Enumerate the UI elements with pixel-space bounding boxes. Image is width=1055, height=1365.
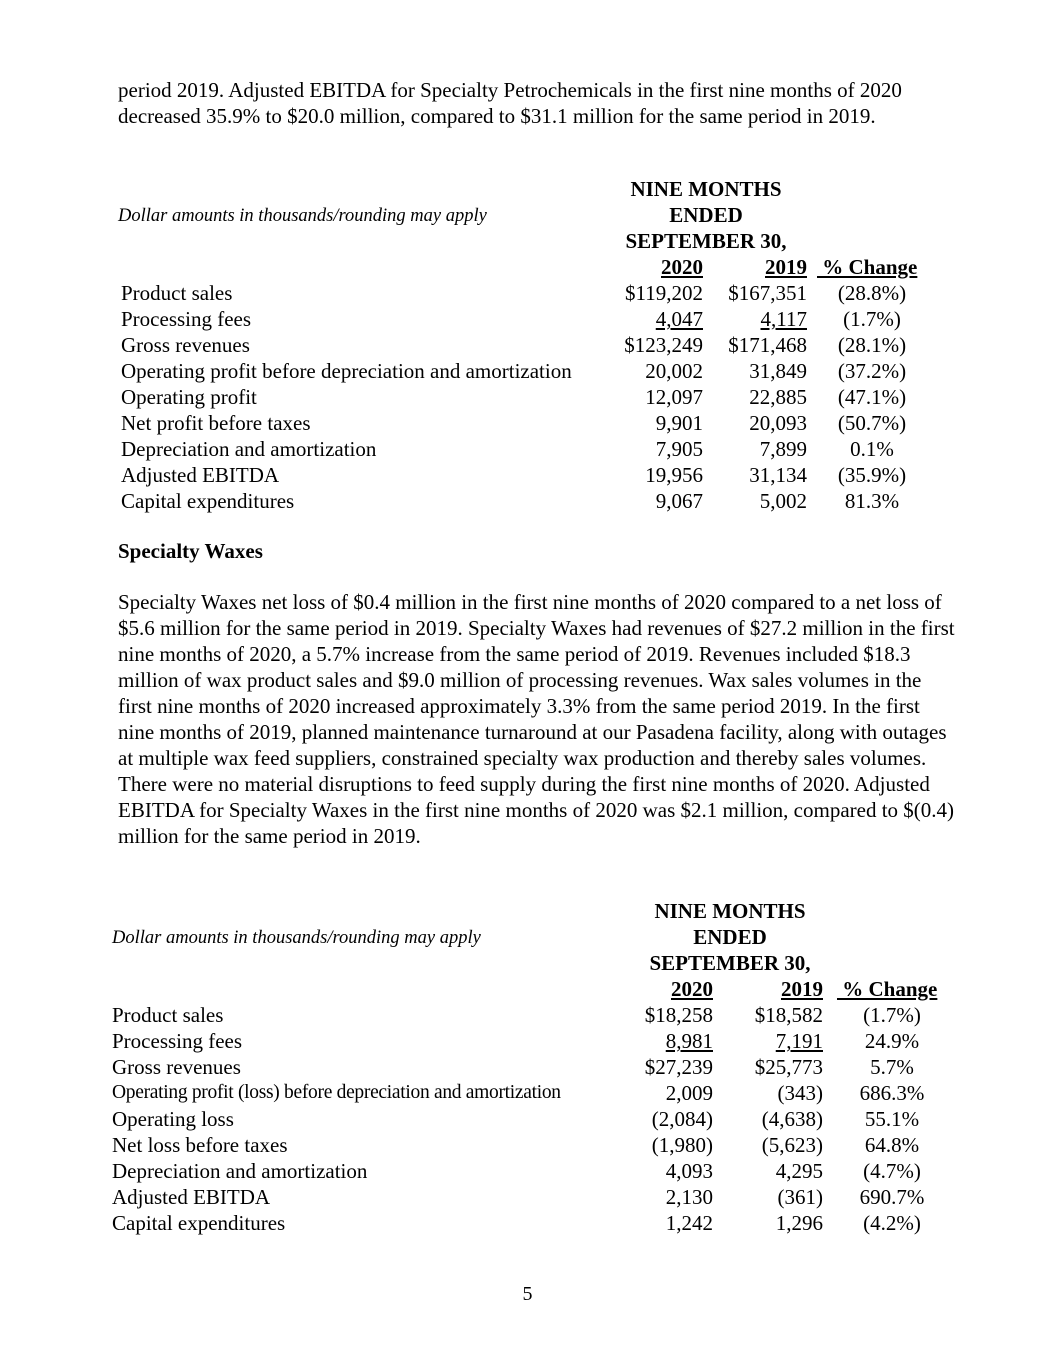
- value-2019: (4,638): [761, 1107, 823, 1131]
- table-row: [121, 332, 941, 358]
- table-row: [121, 384, 941, 410]
- table-row: [112, 1028, 952, 1054]
- table-header-date: SEPTEMBER 30,: [649, 951, 811, 975]
- value-change: (1.7%): [863, 1003, 921, 1027]
- value-2020: $123,249: [624, 333, 703, 357]
- table-row: [112, 1054, 952, 1080]
- table-row: [112, 1080, 952, 1106]
- table-header-date: SEPTEMBER 30,: [625, 229, 787, 253]
- value-change: (35.9%): [837, 463, 907, 487]
- row-label: Gross revenues: [112, 1055, 241, 1079]
- value-2019: $25,773: [754, 1055, 823, 1079]
- value-2020: (1,980): [651, 1133, 713, 1157]
- value-2020: 19,956: [645, 463, 703, 487]
- value-2019: (5,623): [761, 1133, 823, 1157]
- value-2020: 7,905: [655, 437, 703, 461]
- table-row: [121, 410, 941, 436]
- value-2019: 22,885: [749, 385, 807, 409]
- table-row: [112, 1158, 952, 1184]
- column-header-2019: 2019: [765, 255, 807, 279]
- value-change: (4.2%): [863, 1211, 921, 1235]
- value-change: 64.8%: [864, 1133, 920, 1157]
- table-row: [121, 306, 941, 332]
- table-caption: Dollar amounts in thousands/rounding may apply: [118, 206, 487, 226]
- table-header-period: NINE MONTHS: [630, 177, 782, 201]
- value-2019: $167,351: [728, 281, 807, 305]
- value-2020: $27,239: [644, 1055, 713, 1079]
- table-header-ended: ENDED: [693, 925, 767, 949]
- table-row: [112, 1184, 952, 1210]
- column-header-2020: 2020: [671, 977, 713, 1001]
- row-label: Capital expenditures: [112, 1211, 286, 1235]
- row-label: Depreciation and amortization: [121, 437, 377, 461]
- row-label: Operating profit (loss) before depreciation and amortization: [112, 1082, 561, 1103]
- table-header-ended: ENDED: [669, 203, 743, 227]
- table-row: [121, 358, 941, 384]
- table-row: [121, 436, 941, 462]
- value-change: 81.3%: [844, 489, 900, 513]
- table-row: [121, 488, 941, 514]
- intro-paragraph: period 2019. Adjusted EBITDA for Specialty Petrochemicals in the first nine months of 2020 decreased 35.9% to $20.0 million, compared to $31.1 million for the same period in 2019.: [118, 78, 902, 128]
- value-2020: 12,097: [645, 385, 703, 409]
- value-2019: 31,134: [749, 463, 807, 487]
- value-change: (1.7%): [843, 307, 901, 331]
- column-header-2019: 2019: [781, 977, 823, 1001]
- table-header-period: NINE MONTHS: [654, 899, 806, 923]
- table-row: [112, 1002, 952, 1028]
- page-number: 5: [522, 1283, 533, 1305]
- row-label: Operating loss: [112, 1107, 234, 1131]
- waxes-paragraph: Specialty Waxes net loss of $0.4 million in the first nine months of 2020 compared to a net loss of $5.6 million for the same period in 2019. Specialty Waxes had revenues of $27.2 million in the first nine months of 2020, a 5.7% increase from the same period of 2019. Revenues included $18.3 million of wax product sales and $9.0 million of processing revenues. Wax sales volumes in the first nine months of 2020 increased approximately 3.3% from the same period 2019. In the first nine months of 2019, planned maintenance turnaround at our Pasadena facility, along with outages at multiple wax feed suppliers, constrained specialty wax production and thereby sales volumes. There were no material disruptions to feed supply during the first nine months of 2020. Adjusted EBITDA for Specialty Waxes in the first nine months of 2020 was $2.1 million, compared to $(0.4) million for the same period in 2019.: [118, 590, 955, 848]
- column-header-2020: 2020: [661, 255, 703, 279]
- column-header-change: % Change: [817, 255, 918, 279]
- value-2020: 9,901: [655, 411, 703, 435]
- value-change: (47.1%): [837, 385, 907, 409]
- row-label: Product sales: [112, 1003, 224, 1027]
- value-2019: 31,849: [749, 359, 807, 383]
- value-2019: $18,582: [754, 1003, 823, 1027]
- value-2020: 9,067: [655, 489, 703, 513]
- value-2019: 4,117: [760, 307, 807, 331]
- row-label: Adjusted EBITDA: [121, 463, 280, 487]
- value-2019: (343): [777, 1081, 823, 1105]
- value-change: 24.9%: [864, 1029, 920, 1053]
- value-change: 0.1%: [850, 437, 894, 461]
- table-caption: Dollar amounts in thousands/rounding may apply: [112, 928, 481, 948]
- section-heading: Specialty Waxes: [118, 539, 263, 563]
- row-label: Product sales: [121, 281, 233, 305]
- column-header-change: % Change: [837, 977, 938, 1001]
- value-2019: 20,093: [749, 411, 807, 435]
- row-label: Depreciation and amortization: [112, 1159, 368, 1183]
- table-row: [112, 1132, 952, 1158]
- row-label: Capital expenditures: [121, 489, 295, 513]
- value-2019: 7,899: [759, 437, 807, 461]
- value-2019: 5,002: [759, 489, 807, 513]
- row-label: Processing fees: [121, 307, 252, 331]
- value-change: (4.7%): [863, 1159, 921, 1183]
- value-2020: 4,047: [655, 307, 703, 331]
- value-2020: 4,093: [665, 1159, 713, 1183]
- value-2020: 20,002: [645, 359, 703, 383]
- value-change: (37.2%): [837, 359, 907, 383]
- row-label: Net loss before taxes: [112, 1133, 288, 1157]
- table-row: [121, 462, 941, 488]
- value-change: 5.7%: [870, 1055, 914, 1079]
- row-label: Adjusted EBITDA: [112, 1185, 271, 1209]
- row-label: Operating profit before depreciation and amortization: [121, 359, 572, 383]
- value-2019: (361): [777, 1185, 823, 1209]
- row-label: Operating profit: [121, 385, 257, 409]
- value-2020: $18,258: [644, 1003, 713, 1027]
- value-change: 55.1%: [864, 1107, 920, 1131]
- value-2020: 8,981: [665, 1029, 713, 1053]
- table-row: [112, 1106, 952, 1132]
- row-label: Net profit before taxes: [121, 411, 311, 435]
- value-change: 690.7%: [859, 1185, 925, 1209]
- value-change: (50.7%): [837, 411, 907, 435]
- value-2019: 4,295: [775, 1159, 823, 1183]
- value-2020: 2,009: [665, 1081, 713, 1105]
- row-label: Gross revenues: [121, 333, 250, 357]
- value-2020: (2,084): [651, 1107, 713, 1131]
- value-change: (28.1%): [837, 333, 907, 357]
- value-2019: 1,296: [775, 1211, 823, 1235]
- value-2020: 1,242: [665, 1211, 713, 1235]
- value-2020: 2,130: [665, 1185, 713, 1209]
- value-2019: 7,191: [775, 1029, 823, 1053]
- value-change: (28.8%): [837, 281, 907, 305]
- table-row: [112, 1210, 952, 1236]
- value-2020: $119,202: [625, 281, 703, 305]
- table-row: [121, 280, 941, 306]
- value-2019: $171,468: [728, 333, 807, 357]
- row-label: Processing fees: [112, 1029, 243, 1053]
- value-change: 686.3%: [859, 1081, 925, 1105]
